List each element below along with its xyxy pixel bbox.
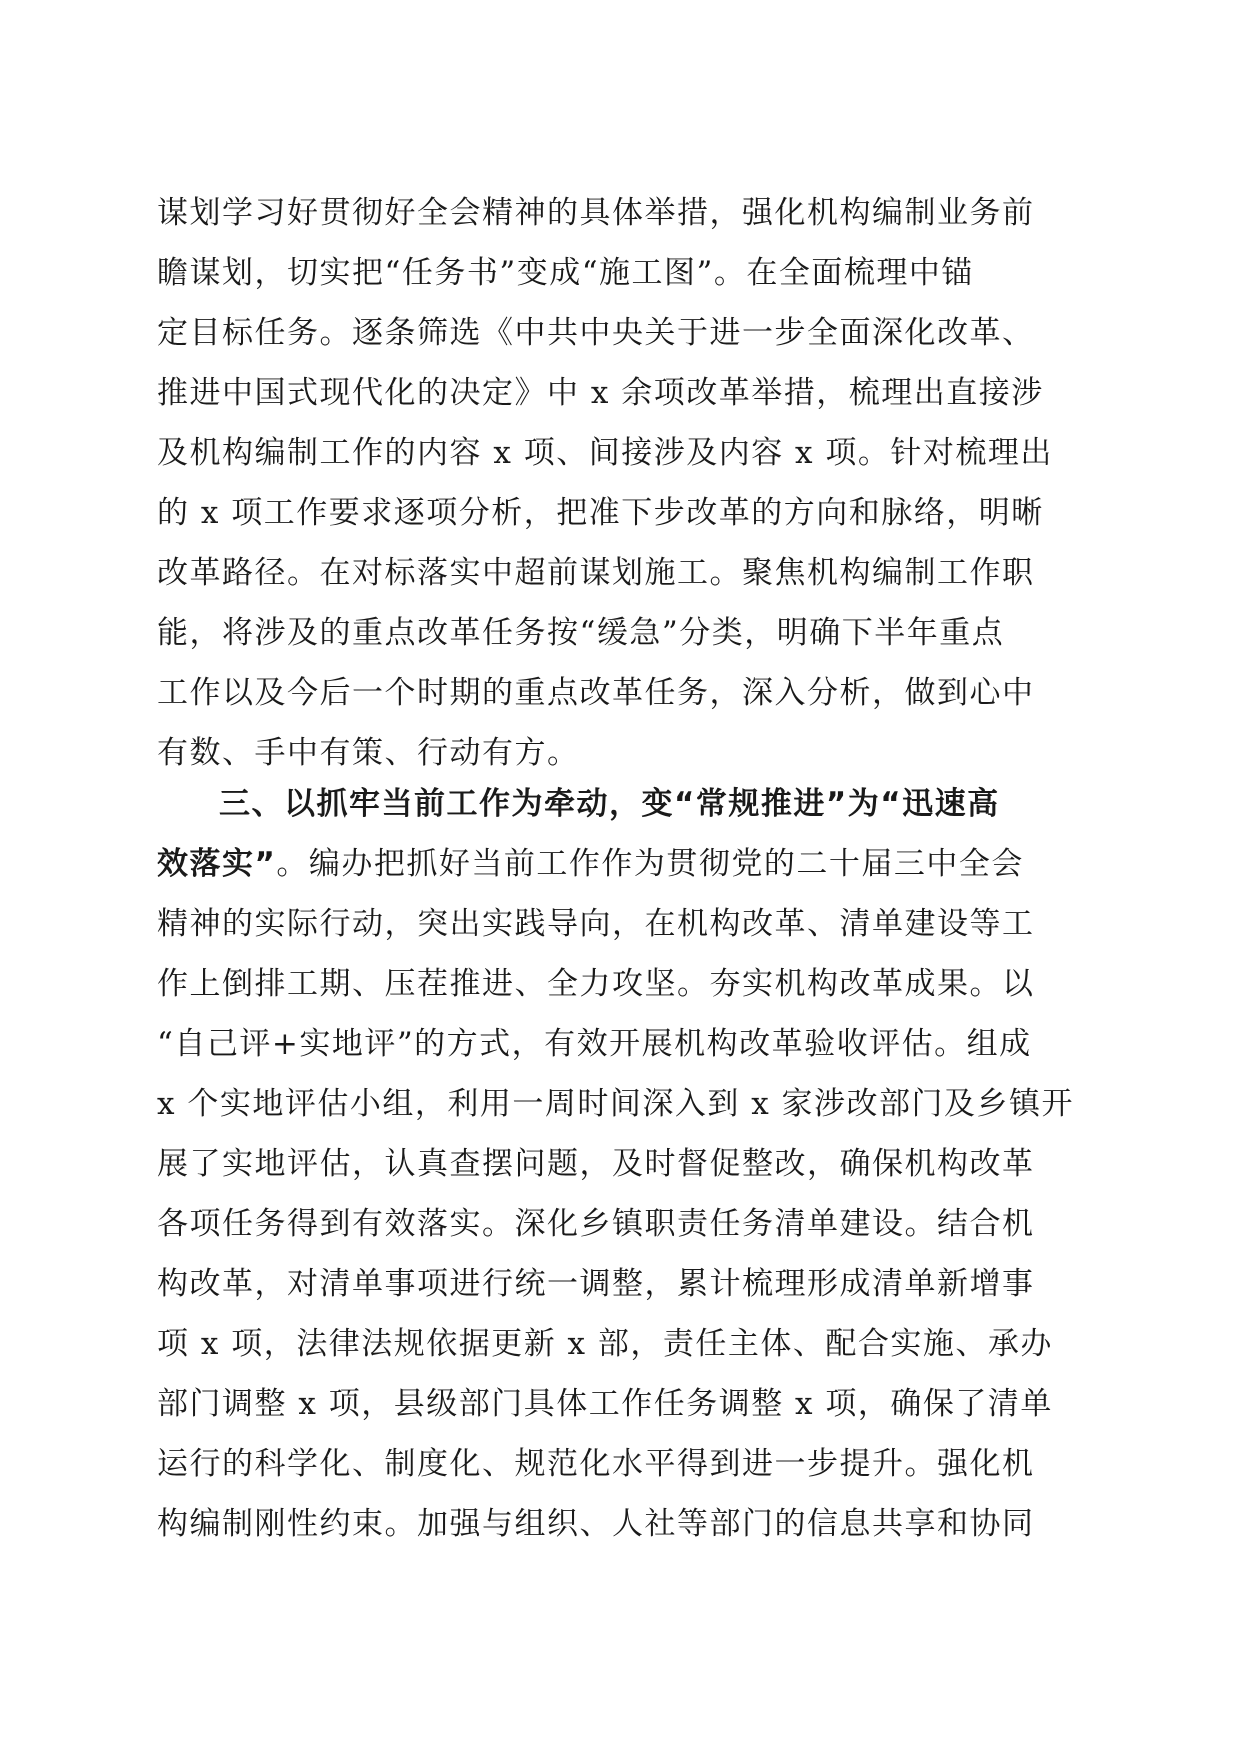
paragraph-1-line: 瞻谋划，切实把“任务书”变成“施工图”。在全面梳理中锚: [157, 255, 974, 291]
paragraph-1-line: 及机构编制工作的内容 x 项、间接涉及内容 x 项。针对梳理出: [157, 435, 1053, 471]
paragraph-2-text: 。编办把抓好当前工作作为贯彻党的二十届三中全会: [276, 846, 1024, 882]
paragraph-1-line: 能，将涉及的重点改革任务按“缓急”分类，明确下半年重点: [157, 615, 1005, 651]
paragraph-1-line: 的 x 项工作要求逐项分析，把准下步改革的方向和脉络，明晰: [157, 495, 1044, 531]
section-heading-continuation: [157, 834, 1087, 894]
paragraph-2-line: “自己评+实地评”的方式，有效开展机构改革验收评估。组成: [157, 1026, 1032, 1062]
paragraph-1-line: 工作以及今后一个时期的重点改革任务，深入分析，做到心中: [157, 675, 1035, 711]
paragraph-2-line: 项 x 项，法律法规依据更新 x 部，责任主体、配合实施、承办: [157, 1326, 1053, 1362]
paragraph-2-line: 运行的科学化、制度化、规范化水平得到进一步提升。强化机: [157, 1446, 1035, 1482]
paragraph-2-line: 各项任务得到有效落实。深化乡镇职责任务清单建设。结合机: [157, 1206, 1035, 1242]
paragraph-1-line: 推进中国式现代化的决定》中 x 余项改革举措，梳理出直接涉: [157, 375, 1044, 411]
paragraph-2-line: 展了实地评估，认真查摆问题，及时督促整改，确保机构改革: [157, 1146, 1035, 1182]
paragraph-1-line: 有数、手中有策、行动有方。: [157, 735, 580, 771]
paragraph-2-line: x 个实地评估小组，利用一周时间深入到 x 家涉改部门及乡镇开: [157, 1086, 1075, 1122]
paragraph-1-line: 定目标任务。逐条筛选《中共中央关于进一步全面深化改革、: [157, 315, 1035, 351]
paragraph-2: [157, 774, 1087, 1554]
paragraph-2-line: 构编制刚性约束。加强与组织、人社等部门的信息共享和协同: [157, 1506, 1035, 1542]
paragraph-2-line: 构改革，对清单事项进行统一调整，累计梳理形成清单新增事: [157, 1266, 1035, 1302]
section-heading: 三、以抓牢当前工作为牵动，变“常规推进”为“迅速高: [219, 786, 1000, 822]
paragraph-2-line: 作上倒排工期、压茬推进、全力攻坚。夯实机构改革成果。以: [157, 966, 1035, 1002]
paragraph-1: [157, 183, 1087, 783]
paragraph-2-line: 精神的实际行动，突出实践导向，在机构改革、清单建设等工: [157, 906, 1035, 942]
paragraph-2-line: 部门调整 x 项，县级部门具体工作任务调整 x 项，确保了清单: [157, 1386, 1053, 1422]
paragraph-1-line: 改革路径。在对标落实中超前谋划施工。聚焦机构编制工作职: [157, 555, 1035, 591]
paragraph-1-line: 谋划学习好贯彻好全会精神的具体举措，强化机构编制业务前: [157, 195, 1035, 231]
section-heading-end: 效落实”: [157, 846, 277, 882]
